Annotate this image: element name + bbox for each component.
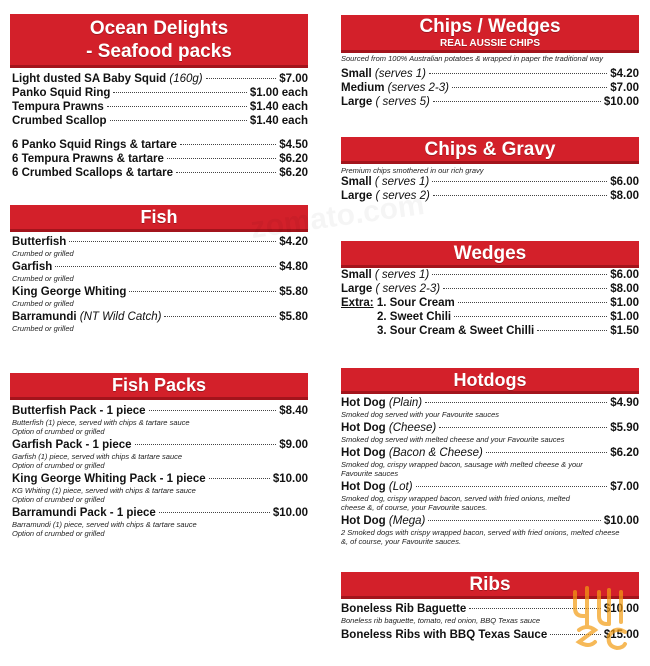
- item-name: Hot Dog: [341, 447, 389, 459]
- leader-dots: [176, 172, 276, 173]
- leader-dots: [209, 478, 270, 479]
- menu-item: [12, 311, 308, 333]
- item-price: $8.00: [610, 283, 639, 295]
- leader-dots: [164, 316, 276, 317]
- menu-item: [341, 481, 639, 512]
- menu-item: [12, 87, 308, 100]
- item-price: $4.20: [279, 236, 308, 248]
- item-name: King George Whiting Pack - 1 piece: [12, 473, 206, 485]
- item-price: $10.00: [603, 96, 639, 108]
- ocean-delights-title-1: Ocean Delights: [89, 18, 229, 39]
- leader-dots: [428, 520, 600, 521]
- item-description: Smoked dog, crispy wrapped bacon, sausage with melted cheese & your Favourite sauces: [341, 460, 583, 478]
- menu-item: [341, 283, 639, 296]
- item-name: Large: [341, 96, 376, 108]
- leader-dots: [69, 241, 276, 242]
- item-note: (NT Wild Catch): [79, 311, 162, 323]
- item-option: Option of crumbed or grilled: [12, 427, 105, 436]
- wedges-items: [341, 269, 639, 338]
- menu-item: [341, 447, 639, 478]
- item-note: (Cheese): [388, 422, 437, 434]
- fish-packs-title: Fish Packs: [111, 375, 207, 395]
- item-name: Garfish Pack - 1 piece: [12, 439, 132, 451]
- menu-item: [341, 515, 639, 546]
- item-note: (Lot): [388, 481, 413, 493]
- ocean-delights-section: [10, 14, 308, 68]
- leader-dots: [159, 512, 270, 513]
- item-price: $1.50: [610, 325, 639, 337]
- item-description: Smoked dog served with your Favourite sauces: [341, 410, 499, 419]
- leader-dots: [537, 330, 607, 331]
- item-price: $4.50: [279, 139, 308, 151]
- item-note: ( serves 5): [375, 96, 430, 108]
- menu-item: [341, 325, 639, 338]
- hotdogs-banner: [341, 368, 639, 394]
- item-price: $10.00: [272, 507, 308, 519]
- menu-item: [12, 73, 308, 86]
- leader-dots: [180, 144, 276, 145]
- item-price: $10.00: [603, 515, 639, 527]
- item-description: Barramundi (1) piece, served with chips & tartare sauce: [12, 520, 197, 529]
- item-price: $5.80: [279, 286, 308, 298]
- fish-packs-banner: [10, 373, 308, 400]
- item-description: Smoked dog served with melted cheese and your Favourite sauces: [341, 435, 565, 444]
- item-price: $6.00: [610, 176, 639, 188]
- item-name: Panko Squid Ring: [12, 87, 111, 99]
- item-name: Large: [341, 190, 376, 202]
- item-description: Boneless rib baguette, tomato, red onion, BBQ Texas sauce: [341, 616, 541, 625]
- item-note: ( serves 2-3): [375, 283, 441, 295]
- leader-dots: [432, 181, 607, 182]
- item-price: $1.00: [610, 297, 639, 309]
- item-description: Crumbed or grilled: [12, 249, 74, 258]
- item-price: $6.20: [279, 167, 308, 179]
- hotdogs-items: [341, 397, 639, 546]
- item-name: Large: [341, 283, 376, 295]
- item-name: Hot Dog: [341, 397, 389, 409]
- item-name: 6 Panko Squid Rings & tartare: [12, 139, 177, 151]
- item-name: Butterfish Pack - 1 piece: [12, 405, 146, 417]
- menu-item: [12, 115, 308, 128]
- leader-dots: [458, 302, 607, 303]
- item-note: (serves 2-3): [387, 82, 449, 94]
- fish-title: Fish: [140, 207, 178, 227]
- item-price: $1.00 each: [249, 87, 308, 99]
- watermark: [248, 188, 426, 246]
- menu-item: [341, 311, 639, 324]
- leader-dots: [167, 158, 276, 159]
- item-name: Boneless Ribs with BBQ Texas Sauce: [341, 629, 548, 641]
- item-price: $5.90: [610, 422, 639, 434]
- menu-item: [12, 405, 308, 436]
- item-name: Tempura Prawns: [12, 101, 104, 113]
- leader-dots: [452, 87, 607, 88]
- item-price: $1.40 each: [249, 115, 308, 127]
- menu-item: [341, 269, 639, 282]
- item-price: $8.00: [610, 190, 639, 202]
- item-price: $15.00: [603, 629, 639, 641]
- menu-item: [12, 286, 308, 308]
- leader-dots: [129, 291, 276, 292]
- chips-wedges-items: [341, 68, 639, 109]
- item-note: (Mega): [388, 515, 426, 527]
- leader-dots: [416, 486, 608, 487]
- item-price: $8.40: [279, 405, 308, 417]
- item-name: Garfish: [12, 261, 53, 273]
- menu-item: [341, 96, 639, 109]
- item-price: $4.80: [279, 261, 308, 273]
- menu-item: [12, 439, 308, 470]
- leader-dots: [433, 195, 607, 196]
- leader-dots: [206, 78, 277, 79]
- item-name: Small: [341, 269, 375, 281]
- item-note: (serves 1): [374, 68, 427, 80]
- chips-gravy-title: Chips & Gravy: [424, 139, 556, 160]
- item-description: Crumbed or grilled: [12, 274, 74, 283]
- item-name: Hot Dog: [341, 515, 389, 527]
- item-name: Light dusted SA Baby Squid: [12, 73, 170, 85]
- item-name: 6 Crumbed Scallops & tartare: [12, 167, 174, 179]
- leader-dots: [110, 120, 247, 121]
- fish-packs-section: [10, 373, 308, 400]
- item-name: Boneless Rib Baguette: [341, 603, 467, 615]
- ocean-delights-banner: [10, 14, 308, 68]
- item-description: Crumbed or grilled: [12, 299, 74, 308]
- item-price: $10.00: [272, 473, 308, 485]
- leader-dots: [439, 427, 607, 428]
- item-price: $10.00: [603, 603, 639, 615]
- wedges-title: Wedges: [453, 243, 527, 264]
- fish-items: [12, 236, 308, 333]
- item-price: $7.00: [279, 73, 308, 85]
- item-price: $7.00: [610, 481, 639, 493]
- item-name: Hot Dog: [341, 481, 389, 493]
- leader-dots: [55, 266, 276, 267]
- leader-dots: [432, 274, 607, 275]
- menu-item: [341, 397, 639, 419]
- item-note: (Bacon & Cheese): [388, 447, 483, 459]
- item-option: Option of crumbed or grilled: [12, 461, 105, 470]
- item-note: (160g): [169, 73, 203, 85]
- chips-wedges-section: [341, 15, 639, 63]
- item-price: $4.20: [610, 68, 639, 80]
- ribs-title: Ribs: [469, 574, 511, 595]
- menu-item: [341, 176, 639, 189]
- ocean-delights-items: [12, 73, 308, 180]
- item-description: Crumbed or grilled: [12, 324, 74, 333]
- item-description: Garfish (1) piece, served with chips & tartare sauce: [12, 452, 183, 461]
- item-name: Hot Dog: [341, 422, 389, 434]
- chips-wedges-title: Chips / Wedges: [419, 16, 561, 37]
- item-price: $1.40 each: [249, 101, 308, 113]
- chips-gravy-banner: [341, 137, 639, 164]
- item-name: 6 Tempura Prawns & tartare: [12, 153, 164, 165]
- item-name: Small: [341, 68, 375, 80]
- item-price: $6.20: [610, 447, 639, 459]
- menu-item: [341, 82, 639, 95]
- chips-wedges-banner: [341, 15, 639, 53]
- item-name: 2. Sweet Chili: [377, 311, 452, 323]
- item-name: Small: [341, 176, 375, 188]
- item-price: $4.90: [610, 397, 639, 409]
- menu-item: [12, 473, 308, 504]
- leader-dots: [429, 73, 607, 74]
- menu-item: [12, 507, 308, 538]
- leader-dots: [135, 444, 277, 445]
- menu-item: [341, 422, 639, 444]
- item-name: King George Whiting: [12, 286, 127, 298]
- extra-label: Extra:: [341, 297, 374, 309]
- item-description: Butterfish (1) piece, served with chips & tartare sauce: [12, 418, 190, 427]
- item-note: ( serves 1): [374, 176, 430, 188]
- menu-item: [12, 101, 308, 114]
- wedges-section: [341, 241, 639, 268]
- menu-item: [341, 297, 639, 310]
- item-name: Crumbed Scallop: [12, 115, 107, 127]
- leader-dots: [486, 452, 607, 453]
- leader-dots: [113, 92, 246, 93]
- item-name: Medium: [341, 82, 388, 94]
- hotdogs-section: [341, 368, 639, 394]
- item-price: $9.00: [279, 439, 308, 451]
- item-price: $5.80: [279, 311, 308, 323]
- menu-item: [12, 153, 308, 166]
- item-description: 2 Smoked dogs with crispy wrapped bacon, served with fried onions, melted cheese &, of course, your Favourite sauces.: [341, 528, 620, 546]
- chips-gravy-section: [341, 137, 639, 175]
- leader-dots: [454, 316, 607, 317]
- menu-item: [12, 167, 308, 180]
- chips-wedges-subtitle: REAL AUSSIE CHIPS: [439, 38, 541, 49]
- leader-dots: [149, 410, 277, 411]
- item-note: ( serves 2): [375, 190, 430, 202]
- restaurant-logo-icon: [565, 582, 643, 660]
- item-name: Butterfish: [12, 236, 67, 248]
- item-price: $6.20: [279, 153, 308, 165]
- item-name: Barramundi: [12, 311, 80, 323]
- item-price: $7.00: [610, 82, 639, 94]
- menu-item: [12, 139, 308, 152]
- menu-item: [12, 261, 308, 283]
- chips-source-note: Sourced from 100% Australian potatoes & wrapped in paper the traditional way: [341, 54, 603, 63]
- item-note: (Plain): [388, 397, 423, 409]
- wedges-banner: [341, 241, 639, 268]
- leader-dots: [107, 106, 247, 107]
- item-price: $6.00: [610, 269, 639, 281]
- leader-dots: [433, 101, 601, 102]
- fish-packs-items: [12, 405, 308, 538]
- item-price: $1.00: [610, 311, 639, 323]
- item-note: ( serves 1): [374, 269, 430, 281]
- ocean-delights-title-2: - Seafood packs: [86, 41, 232, 62]
- item-option: Option of crumbed or grilled: [12, 495, 105, 504]
- item-description: KG Whiting (1) piece, served with chips & tartare sauce: [12, 486, 196, 495]
- item-name: 1. Sour Cream: [376, 297, 455, 309]
- menu-item: [341, 68, 639, 81]
- leader-dots: [443, 288, 607, 289]
- item-name: 3. Sour Cream & Sweet Chilli: [377, 325, 535, 337]
- gravy-note: Premium chips smothered in our rich gravy: [341, 166, 484, 175]
- item-option: Option of crumbed or grilled: [12, 529, 105, 538]
- leader-dots: [425, 402, 607, 403]
- item-description: Smoked dog, crispy wrapped bacon, served with fried onions, melted cheese &, of course, your Favourite sauces.: [341, 494, 570, 512]
- item-name: Barramundi Pack - 1 piece: [12, 507, 156, 519]
- hotdogs-title: Hotdogs: [453, 370, 527, 390]
